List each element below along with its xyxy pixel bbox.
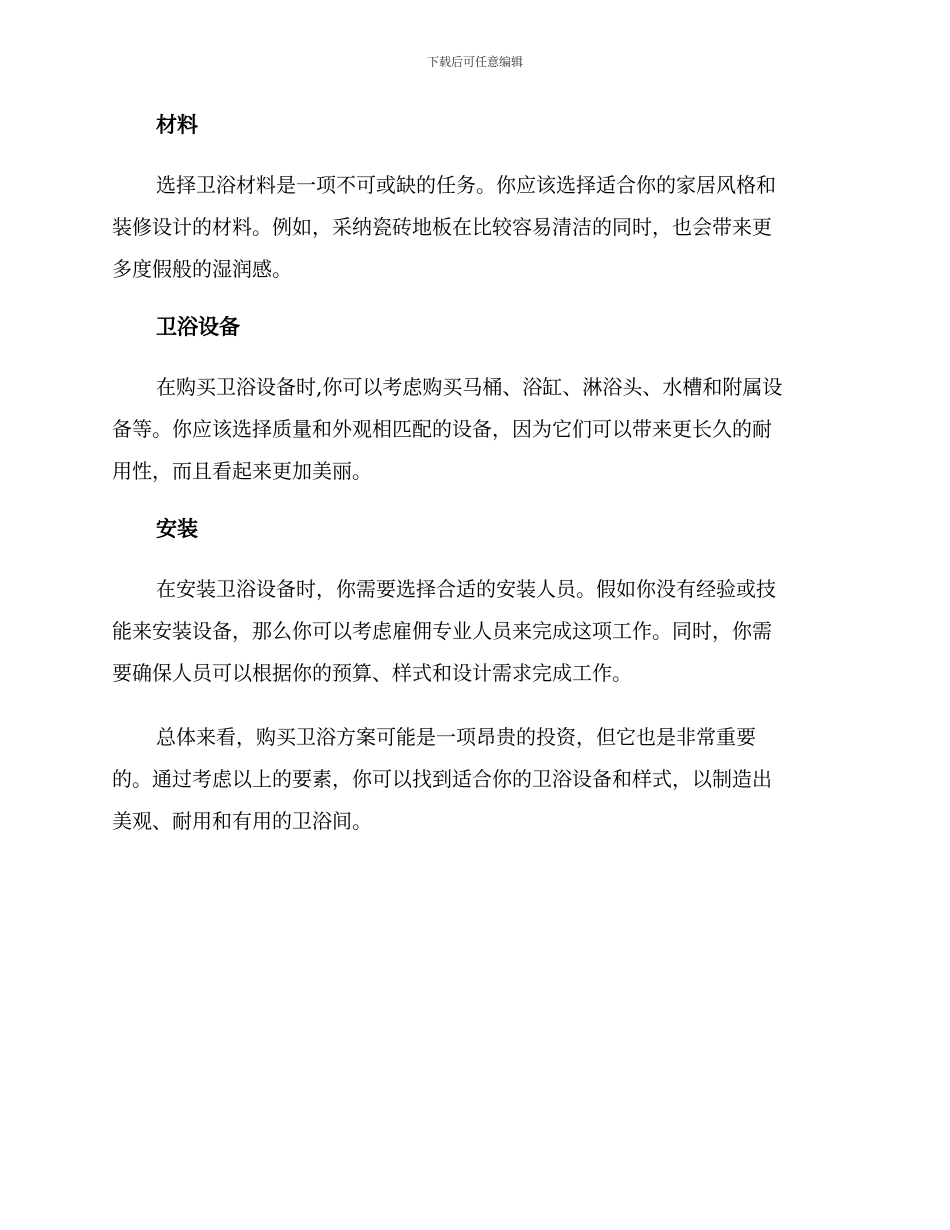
paragraph-line: 要确保人员可以根据你的预算、样式和设计需求完成工作。 <box>112 661 632 685</box>
paragraph-line: 在购买卫浴设备时,你可以考虑购买马桶、浴缸、淋浴头、水槽和附属设 <box>156 375 783 399</box>
paragraph-fixtures <box>112 366 838 492</box>
section-heading-materials: 材料 <box>156 113 198 137</box>
paragraph-materials <box>112 164 838 290</box>
paragraph-line: 备等。你应该选择质量和外观相匹配的设备，因为它们可以带来更长久的耐 <box>112 417 772 441</box>
paragraph-line: 装修设计的材料。例如，采纳瓷砖地板在比较容易清洁的同时，也会带来更 <box>112 215 772 239</box>
paragraph-line: 能来安装设备，那么你可以考虑雇佣专业人员来完成这项工作。同时，你需 <box>112 619 772 643</box>
paragraph-conclusion <box>112 716 838 842</box>
page-header: 下载后可任意编辑 <box>426 55 523 69</box>
section-heading-installation: 安装 <box>156 517 198 541</box>
paragraph-line: 总体来看，购买卫浴方案可能是一项昂贵的投资，但它也是非常重要 <box>156 725 756 749</box>
document-body <box>112 110 838 864</box>
section-heading-fixtures: 卫浴设备 <box>156 315 240 339</box>
paragraph-line: 在安装卫浴设备时，你需要选择合适的安装人员。假如你没有经验或技 <box>156 577 776 601</box>
paragraph-line: 美观、耐用和有用的卫浴间。 <box>112 809 372 833</box>
paragraph-line: 多度假般的湿润感。 <box>112 257 292 281</box>
paragraph-line: 用性，而且看起来更加美丽。 <box>112 459 372 483</box>
paragraph-line: 的。通过考虑以上的要素，你可以找到适合你的卫浴设备和样式，以制造出 <box>112 767 772 791</box>
paragraph-installation <box>112 568 838 694</box>
paragraph-line: 选择卫浴材料是一项不可或缺的任务。你应该选择适合你的家居风格和 <box>156 173 776 197</box>
